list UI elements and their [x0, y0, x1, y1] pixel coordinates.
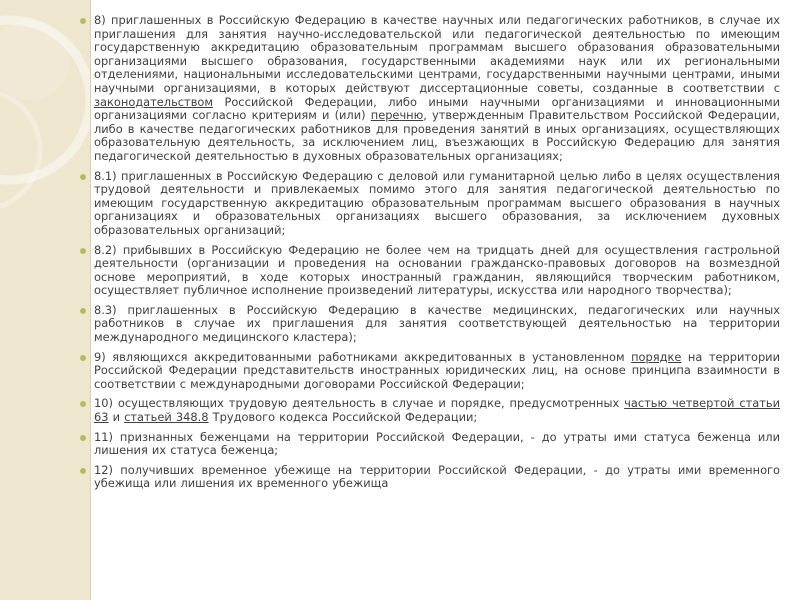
list-item [80, 14, 780, 164]
item-text: 8.2) прибывших в Российскую Федерацию не более чем на тридцать дней для осуществления гастрольной деятельности (организации и проведения на основании гражданско-правовых договоров на возмездной основе мероприятий, в ходе которых иностранный гражданин, являющийся творческим работником, осуществляет публичное исполнение произведений литературы, искусства или народного творчества); [94, 242, 780, 298]
item-text: Российской Федерации, либо иными научными организациями и инновационными организациями согласно критериям и (или) [94, 94, 780, 123]
list-item [80, 431, 780, 458]
link-procedure[interactable]: порядке [631, 349, 682, 364]
item-text: 9) являющихся аккредитованными работниками аккредитованных в установленном [94, 349, 632, 364]
bullet-icon [80, 308, 86, 314]
link-article-63[interactable]: частью четвертой статьи 63 [94, 396, 780, 425]
list-item [80, 464, 780, 491]
bullet-icon [80, 435, 86, 441]
bullet-icon [80, 18, 86, 24]
bullet-icon [80, 468, 86, 474]
bullet-icon [80, 248, 86, 254]
list-item [80, 244, 780, 298]
item-text: на территории Российской Федерации представительств иностранных юридических лиц, на основе принципа взаимности в соответствии с международными договорами Российской Федерации; [94, 349, 780, 391]
decorative-sidebar [0, 0, 91, 600]
item-text: и [108, 410, 125, 425]
item-text: 8.1) приглашенных в Российскую Федерацию с деловой или гуманитарной целью либо в целях осуществления трудовой деятельности и привлекаемых помимо этого для занятия педагогической деятельностью по имеющим государственную аккредитацию образовательным программам высшего образования в научных организациях и образовательных организациях высшего образования, за исключением духовных образовательных организаций; [94, 168, 780, 237]
link-article-348-8[interactable]: статьей 348.8 [124, 410, 209, 425]
item-text: Трудового кодекса Российской Федерации; [208, 410, 478, 425]
bullet-icon [80, 355, 86, 361]
item-text: , утвержденным Правительством Российской Федерации, либо в качестве педагогических работников для проведения занятий в иных организациях, осуществляющих образовательную деятельность, за исключением лиц, въезжающих в Российскую Федерацию для занятия педагогической деятельностью в духовных образовательных организациях; [94, 108, 780, 163]
decorative-rings [0, 0, 90, 600]
link-legislation[interactable]: законодательством [94, 94, 213, 109]
bullet-icon [80, 174, 86, 180]
item-text: 8) приглашенных в Российскую Федерацию в качестве научных или педагогических работников, в случае их приглашения для занятия научно-исследовательской или педагогической деятельностью по имеющим государственную аккредитацию образовательным программам высшего образования образовательными организациями высшего образования, государственными академиями наук или их региональными отделениями, национальными исследовательскими центрами, государственными научными центрами, иными научными организациями, в которых действуют диссертационные советы, созданные в соответствии с [94, 13, 780, 95]
item-text: 11) признанных беженцами на территории Российской Федерации, - до утраты ими статуса беженца или лишения их статуса беженца; [94, 429, 780, 458]
item-text: 12) получивших временное убежище на территории Российской Федерации, - до утраты ими временного убежища или лишения их временного убежища [94, 462, 780, 491]
bullet-icon [80, 401, 86, 407]
list-item [80, 397, 780, 424]
list-item [80, 170, 780, 238]
link-list[interactable]: перечню [370, 108, 424, 123]
item-text: 10) осуществляющих трудовую деятельность в случае и порядке, предусмотренных [94, 396, 625, 411]
list-item [80, 351, 780, 392]
list-item [80, 304, 780, 345]
document-body [80, 14, 780, 497]
item-text: 8.3) приглашенных в Российскую Федерацию в качестве медицинских, педагогических или научных работников в случае их приглашения для занятия соответствующей деятельностью на территории международного медицинского кластера); [94, 302, 780, 345]
